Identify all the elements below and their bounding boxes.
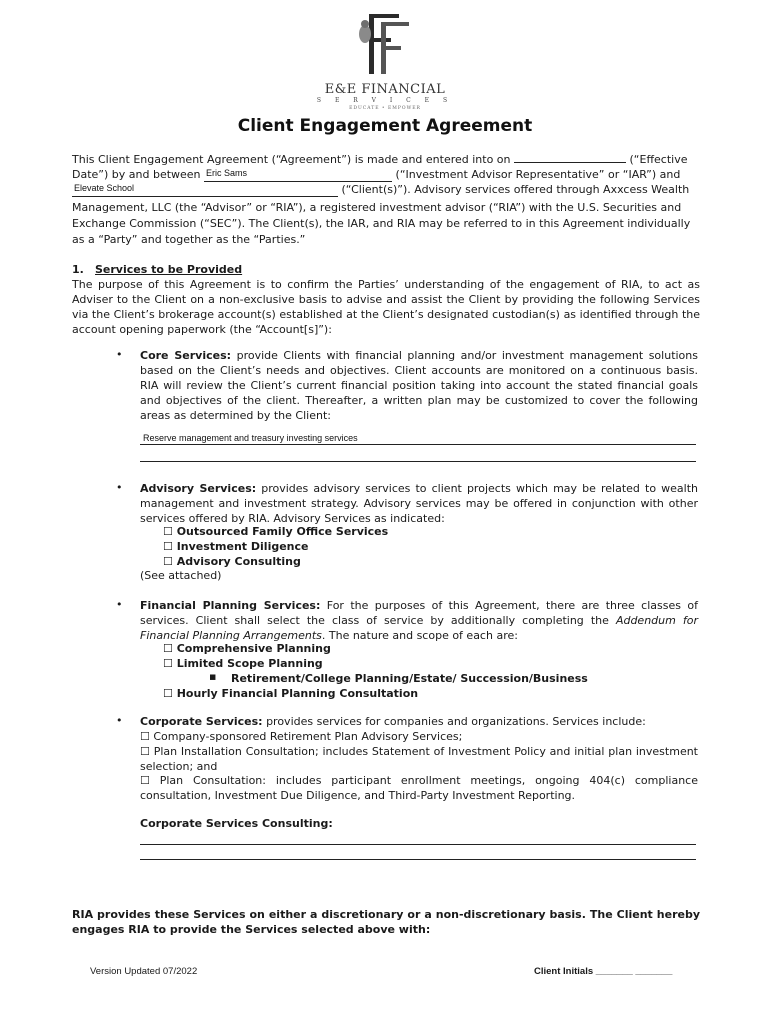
client-initials[interactable]: Client Initials _______ _______	[534, 966, 673, 977]
see-attached-note: (See attached)	[140, 569, 222, 582]
intro-line-5: Exchange Commission (“SEC”). The Client(s), the IAR, and RIA may be referred to in this Agreement individually	[72, 217, 691, 230]
bullet-icon: •	[116, 598, 123, 611]
intro-text: This Client Engagement Agreement (“Agreement”) is made and entered into on	[72, 153, 511, 166]
core-services-text: provide Clients with financial planning and/or investment management solutions based on the Client’s needs and objectives. Client accounts are monitored on a continuous basis. RIA will review the Client’s current financial position taking into account the stated financial goals and objectives of the client. Thereafter, a written plan may be customized to cover the following areas as determined by the Client:	[140, 349, 698, 422]
financial-planning-text: For the purposes of this Agreement, there are three classes of services. Client shall select the class of service by additionally completing the	[140, 599, 698, 627]
core-services-field-2[interactable]	[140, 450, 696, 462]
corporate-consulting-label: Corporate Services Consulting:	[140, 817, 333, 830]
checkbox-limited-scope-planning[interactable]: ☐ Limited Scope Planning	[163, 657, 323, 670]
core-services-block	[140, 348, 698, 423]
bullet-icon: •	[116, 481, 123, 494]
financial-planning-text-end: . The nature and scope of each are:	[321, 629, 518, 642]
brand-subtitle: S E R V I C E S	[316, 97, 454, 104]
bullet-icon: •	[116, 348, 123, 361]
corporate-services-label: Corporate Services:	[140, 715, 263, 728]
effective-date-field[interactable]	[514, 153, 626, 163]
brand-name: E&E FINANCIAL	[324, 82, 446, 97]
brand-tagline: EDUCATE • EMPOWER	[349, 106, 421, 111]
closing-statement: RIA provides these Services on either a discretionary or a non-discretionary basis. The Client hereby engages RIA to provide the Services selected above with:	[72, 908, 700, 936]
checkbox-retirement-plan-advisory[interactable]: ☐ Company-sponsored Retirement Plan Advisory Services;	[140, 730, 463, 743]
intro-text: (“Investment Advisor Representative” or “IAR”) and	[395, 168, 681, 181]
checkbox-plan-installation[interactable]: ☐ Plan Installation Consultation; includes Statement of Investment Policy and initial plan investment selection; and	[140, 745, 698, 773]
section-1-heading: Services to be Provided	[95, 263, 243, 276]
version-note: Version Updated 07/2022	[90, 966, 198, 977]
checkbox-plan-consultation[interactable]: ☐ Plan Consultation: includes participant enrollment meetings, ongoing 404(c) compliance consultation, Investment Due Diligence, and Third-Party Investment Reporting.	[140, 774, 698, 802]
checkbox-outsourced-family-office[interactable]: ☐ Outsourced Family Office Services	[163, 525, 389, 538]
corporate-consulting-field-1[interactable]	[140, 833, 696, 845]
company-logo-icon	[355, 8, 415, 78]
intro-text: Date”) by and between	[72, 168, 201, 181]
iar-name-field[interactable]: Eric Sams	[204, 166, 392, 182]
corporate-services-text: provides services for companies and organizations. Services include:	[266, 715, 646, 728]
corporate-services-block	[140, 714, 698, 729]
intro-text: (“Effective	[629, 153, 688, 166]
sub-bullet-icon: ▪	[209, 670, 217, 683]
financial-planning-label: Financial Planning Services:	[140, 599, 321, 612]
advisory-services-label: Advisory Services:	[140, 482, 257, 495]
bullet-icon: •	[116, 714, 123, 727]
intro-line-3	[72, 182, 700, 199]
client-name-field[interactable]: Elevate School	[72, 181, 338, 197]
intro-line-1	[72, 152, 700, 167]
checkbox-hourly-planning[interactable]: ☐ Hourly Financial Planning Consultation	[163, 687, 419, 700]
limited-scope-areas: Retirement/College Planning/Estate/ Succession/Business	[231, 672, 588, 685]
advisory-services-block	[140, 481, 698, 526]
intro-line-4: Management, LLC (the “Advisor” or “RIA”), a registered investment advisor (“RIA”) with the U.S. Securities and	[72, 201, 682, 214]
checkbox-comprehensive-planning[interactable]: ☐ Comprehensive Planning	[163, 642, 331, 655]
intro-text: (“Client(s)”). Advisory services offered through Axxcess Wealth	[341, 183, 690, 196]
core-services-field-1[interactable]: Reserve management and treasury investing services	[140, 433, 696, 445]
intro-line-6: as a “Party” and together as the “Parties.”	[72, 233, 306, 246]
checkbox-investment-diligence[interactable]: ☐ Investment Diligence	[163, 540, 309, 553]
checkbox-advisory-consulting[interactable]: ☐ Advisory Consulting	[163, 555, 301, 568]
addendum-title: Addendum for Financial Planning Arrangements	[140, 614, 699, 642]
advisory-services-text: provides advisory services to client projects which may be related to wealth management and investment strategy. Advisory services may be offered in conjunction with other services offered by RIA. Advisory Services as indicated:	[140, 482, 698, 525]
corporate-consulting-field-2[interactable]	[140, 848, 696, 860]
core-services-label: Core Services:	[140, 349, 232, 362]
financial-planning-block	[140, 598, 698, 643]
section-1-number: 1.	[72, 263, 84, 276]
section-1-body: The purpose of this Agreement is to confirm the Parties’ understanding of the engagement of RIA, to act as Adviser to the Client on a non-exclusive basis to advise and assist the Client by providing the following Services via the Client’s brokerage account(s) established at the Client’s designated custodian(s) as identified through the account opening paperwork (the “Account[s]”):	[72, 278, 700, 336]
page-title: Client Engagement Agreement	[237, 116, 533, 136]
